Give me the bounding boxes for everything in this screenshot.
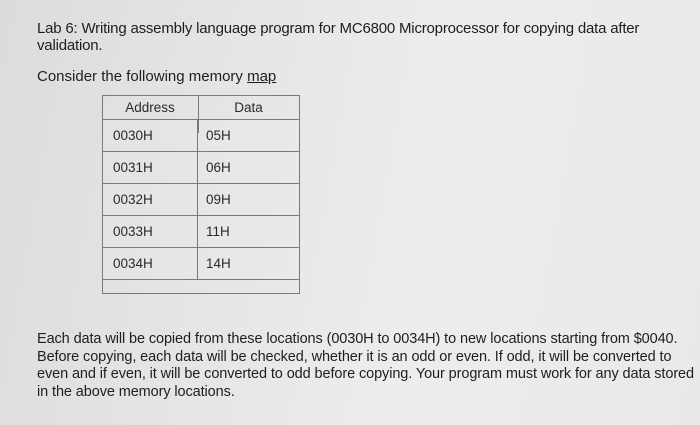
- data-cell: 11H: [198, 216, 300, 248]
- table-header-row: [103, 95, 300, 120]
- intro-text-underlined: map: [247, 68, 277, 85]
- table-row: [103, 184, 300, 216]
- lab-title: Lab 6: Writing assembly language program for MC6800 Microprocessor for copying data after validation.: [37, 20, 640, 54]
- table-row: [103, 152, 300, 184]
- table-row: [103, 248, 300, 280]
- data-cell: 06H: [198, 152, 300, 184]
- data-cell: 05H: [198, 120, 300, 152]
- column-header-address: Address: [125, 99, 175, 115]
- task-description: Each data will be copied from these locations (0030H to 0034H) to new locations starting from $0040. Before copying, each data will be checked, whether it is an odd or even. If odd, it will be converted to even and if even, it will be converted to odd before copying. Your program must work for any data stored in the above memory locations.: [37, 331, 694, 400]
- table-row: [103, 120, 300, 152]
- address-cell: 0033H: [103, 216, 198, 248]
- address-cell: 0032H: [103, 184, 198, 216]
- table-header-divider: [198, 95, 199, 133]
- intro-text-main: Consider the following memory: [37, 68, 248, 85]
- data-cell: 14H: [198, 248, 300, 280]
- intro-text: [37, 68, 276, 85]
- memory-map-table: [102, 95, 300, 280]
- data-cell: 09H: [198, 184, 300, 216]
- column-header-data: Data: [234, 99, 263, 115]
- address-cell: 0031H: [103, 152, 198, 184]
- address-cell: 0030H: [103, 120, 198, 152]
- table-row: [103, 216, 300, 248]
- address-cell: 0034H: [103, 248, 198, 280]
